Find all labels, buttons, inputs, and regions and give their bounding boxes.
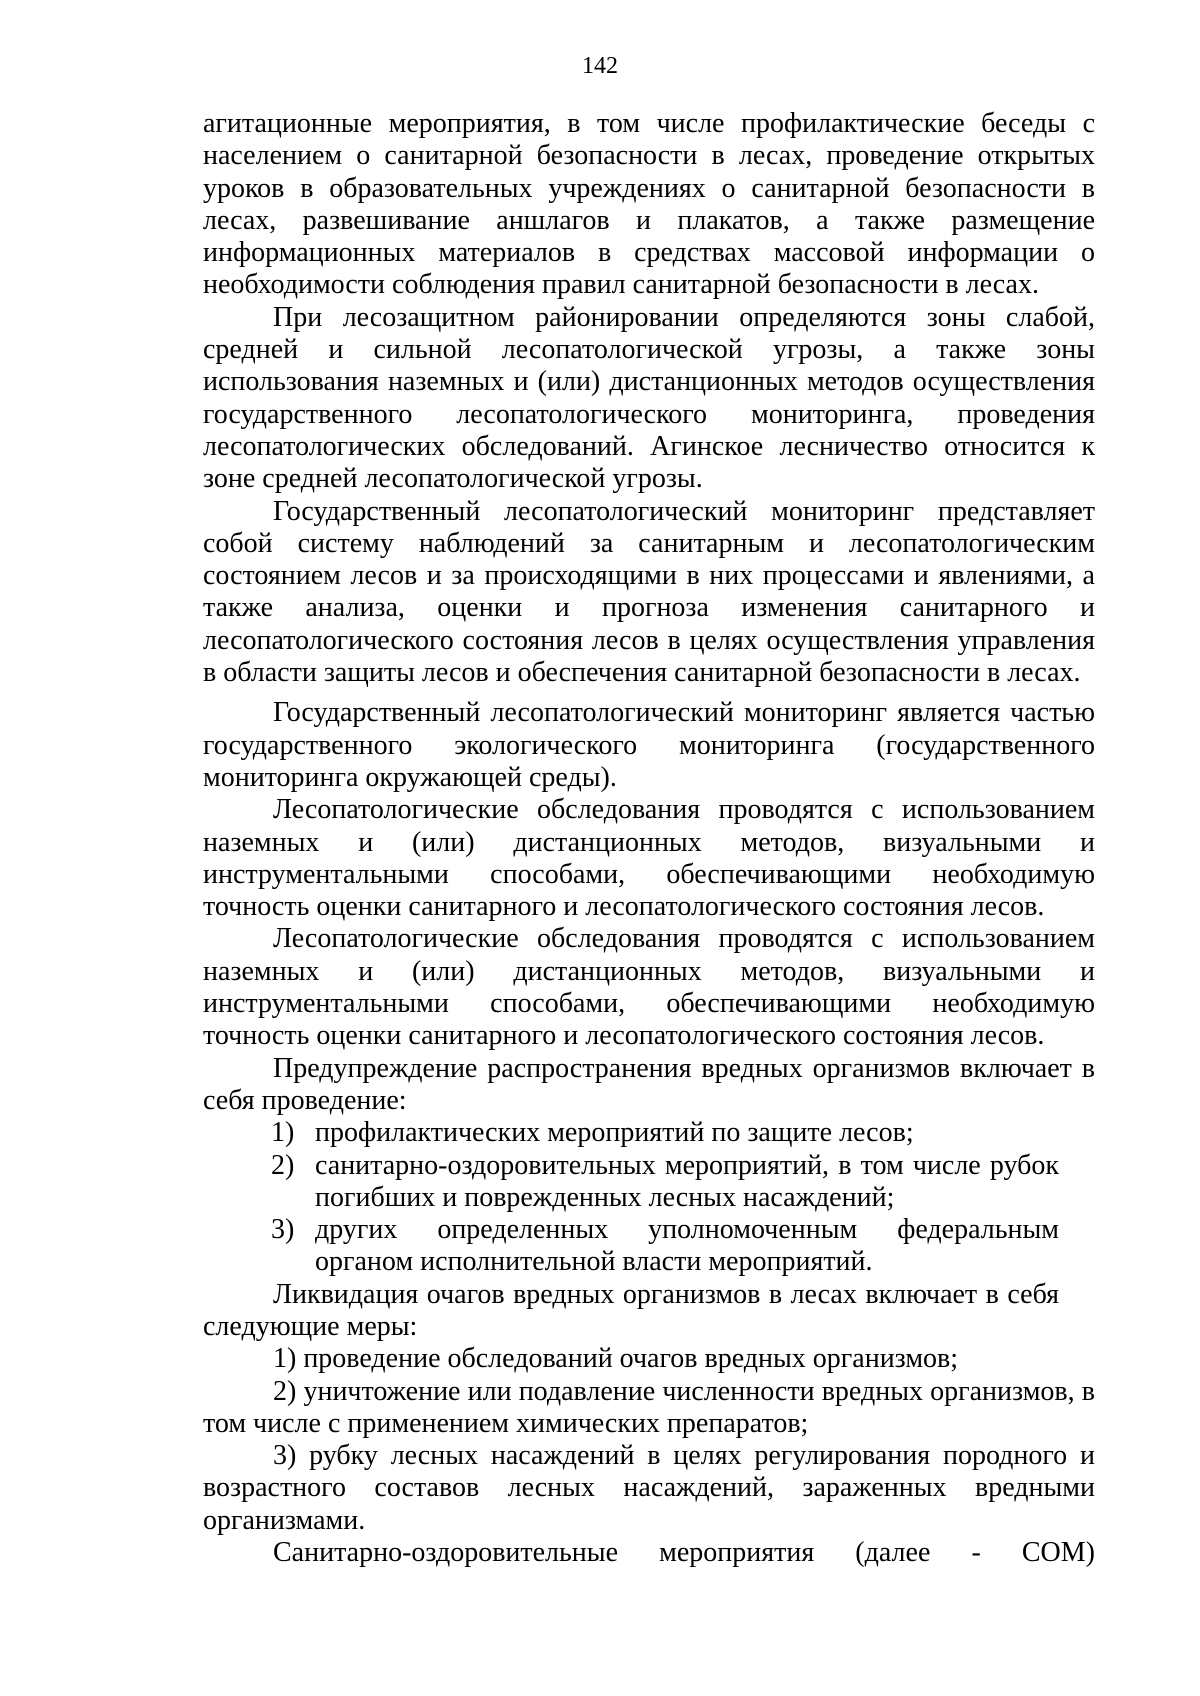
list-item-number: 2) [271, 1149, 295, 1181]
paragraph-surveys: Лесопатологические обследования проводятся с использованием наземных и (или) дистанционных методов, визуальными и инструментальными способами, обеспечивающими необходимую точность оценки санитарного и лесопатологического состояния лесов. [203, 794, 1095, 923]
paragraph-agitation: агитационные мероприятия, в том числе профилактические беседы с населением о санитарной безопасности в лесах, проведение открытых уроков в образовательных учреждениях о санитарной безопасности в лесах, развешивание аншлагов и плакатов, а также размещение информационных материалов в средствах массовой информации о необходимости соблюдения правил санитарной безопасности в лесах. [203, 108, 1095, 301]
paragraph-monitoring-part: Государственный лесопатологический мониторинг является частью государственного экологического мониторинга (государственного мониторинга окружающей среды). [203, 697, 1095, 793]
list-item [203, 1150, 1095, 1215]
list-item [203, 1117, 1095, 1149]
prevention-list [203, 1117, 1095, 1278]
list-item-text: профилактических мероприятий по защите лесов; [315, 1117, 914, 1149]
page-number: 142 [582, 53, 618, 79]
list-item [203, 1214, 1095, 1279]
list-item: 2) уничтожение или подавление численности вредных организмов, в том числе с применением химических препаратов; [203, 1375, 1095, 1439]
list-item-number: 3) [271, 1214, 295, 1246]
paragraph-monitoring-definition: Государственный лесопатологический мониторинг представляет собой систему наблюдений за санитарным и лесопатологическим состоянием лесов и за происходящими в них процессами и явлениями, а также анализа, оценки и прогноза изменения санитарного и лесопатологического состояния лесов в целях осуществления управления в области защиты лесов и обеспечения санитарной безопасности в лесах. [203, 495, 1095, 689]
list-item: 1) проведение обследований очагов вредных организмов; [273, 1343, 959, 1375]
list-item-text: других определенных уполномоченным федеральным органом исполнительной власти мероприятий. [315, 1214, 1059, 1278]
paragraph-liquidation-intro: Ликвидация очагов вредных организмов в лесах включает в себя следующие меры: [203, 1278, 1059, 1342]
liquidation-list [203, 1343, 1095, 1537]
paragraph-surveys-repeat: Лесопатологические обследования проводятся с использованием наземных и (или) дистанционных методов, визуальными и инструментальными способами, обеспечивающими необходимую точность оценки санитарного и лесопатологического состояния лесов. [203, 923, 1095, 1052]
paragraph-zoning: При лесозащитном районировании определяются зоны слабой, средней и сильной лесопатологической угрозы, а также зоны использования наземных и (или) дистанционных методов осуществления государственного лесопатологического мониторинга, проведения лесопатологических обследований. Агинское лесничество относится к зоне средней лесопатологической угрозы. [203, 301, 1095, 495]
list-item: 3) рубку лесных насаждений в целях регулирования породного и возрастного составов лесных насаждений, зараженных вредными организмами. [203, 1440, 1095, 1536]
paragraph-prevention-intro: Предупреждение распространения вредных организмов включает в себя проведение: [203, 1052, 1095, 1116]
list-item-text: санитарно-оздоровительных мероприятий, в том числе рубок погибших и поврежденных лесных насаждений; [315, 1149, 1059, 1213]
document-body [203, 108, 1095, 1569]
paragraph-som: Санитарно-оздоровительные мероприятия (далее - СОМ) [273, 1537, 1095, 1569]
list-item-number: 1) [271, 1117, 295, 1149]
